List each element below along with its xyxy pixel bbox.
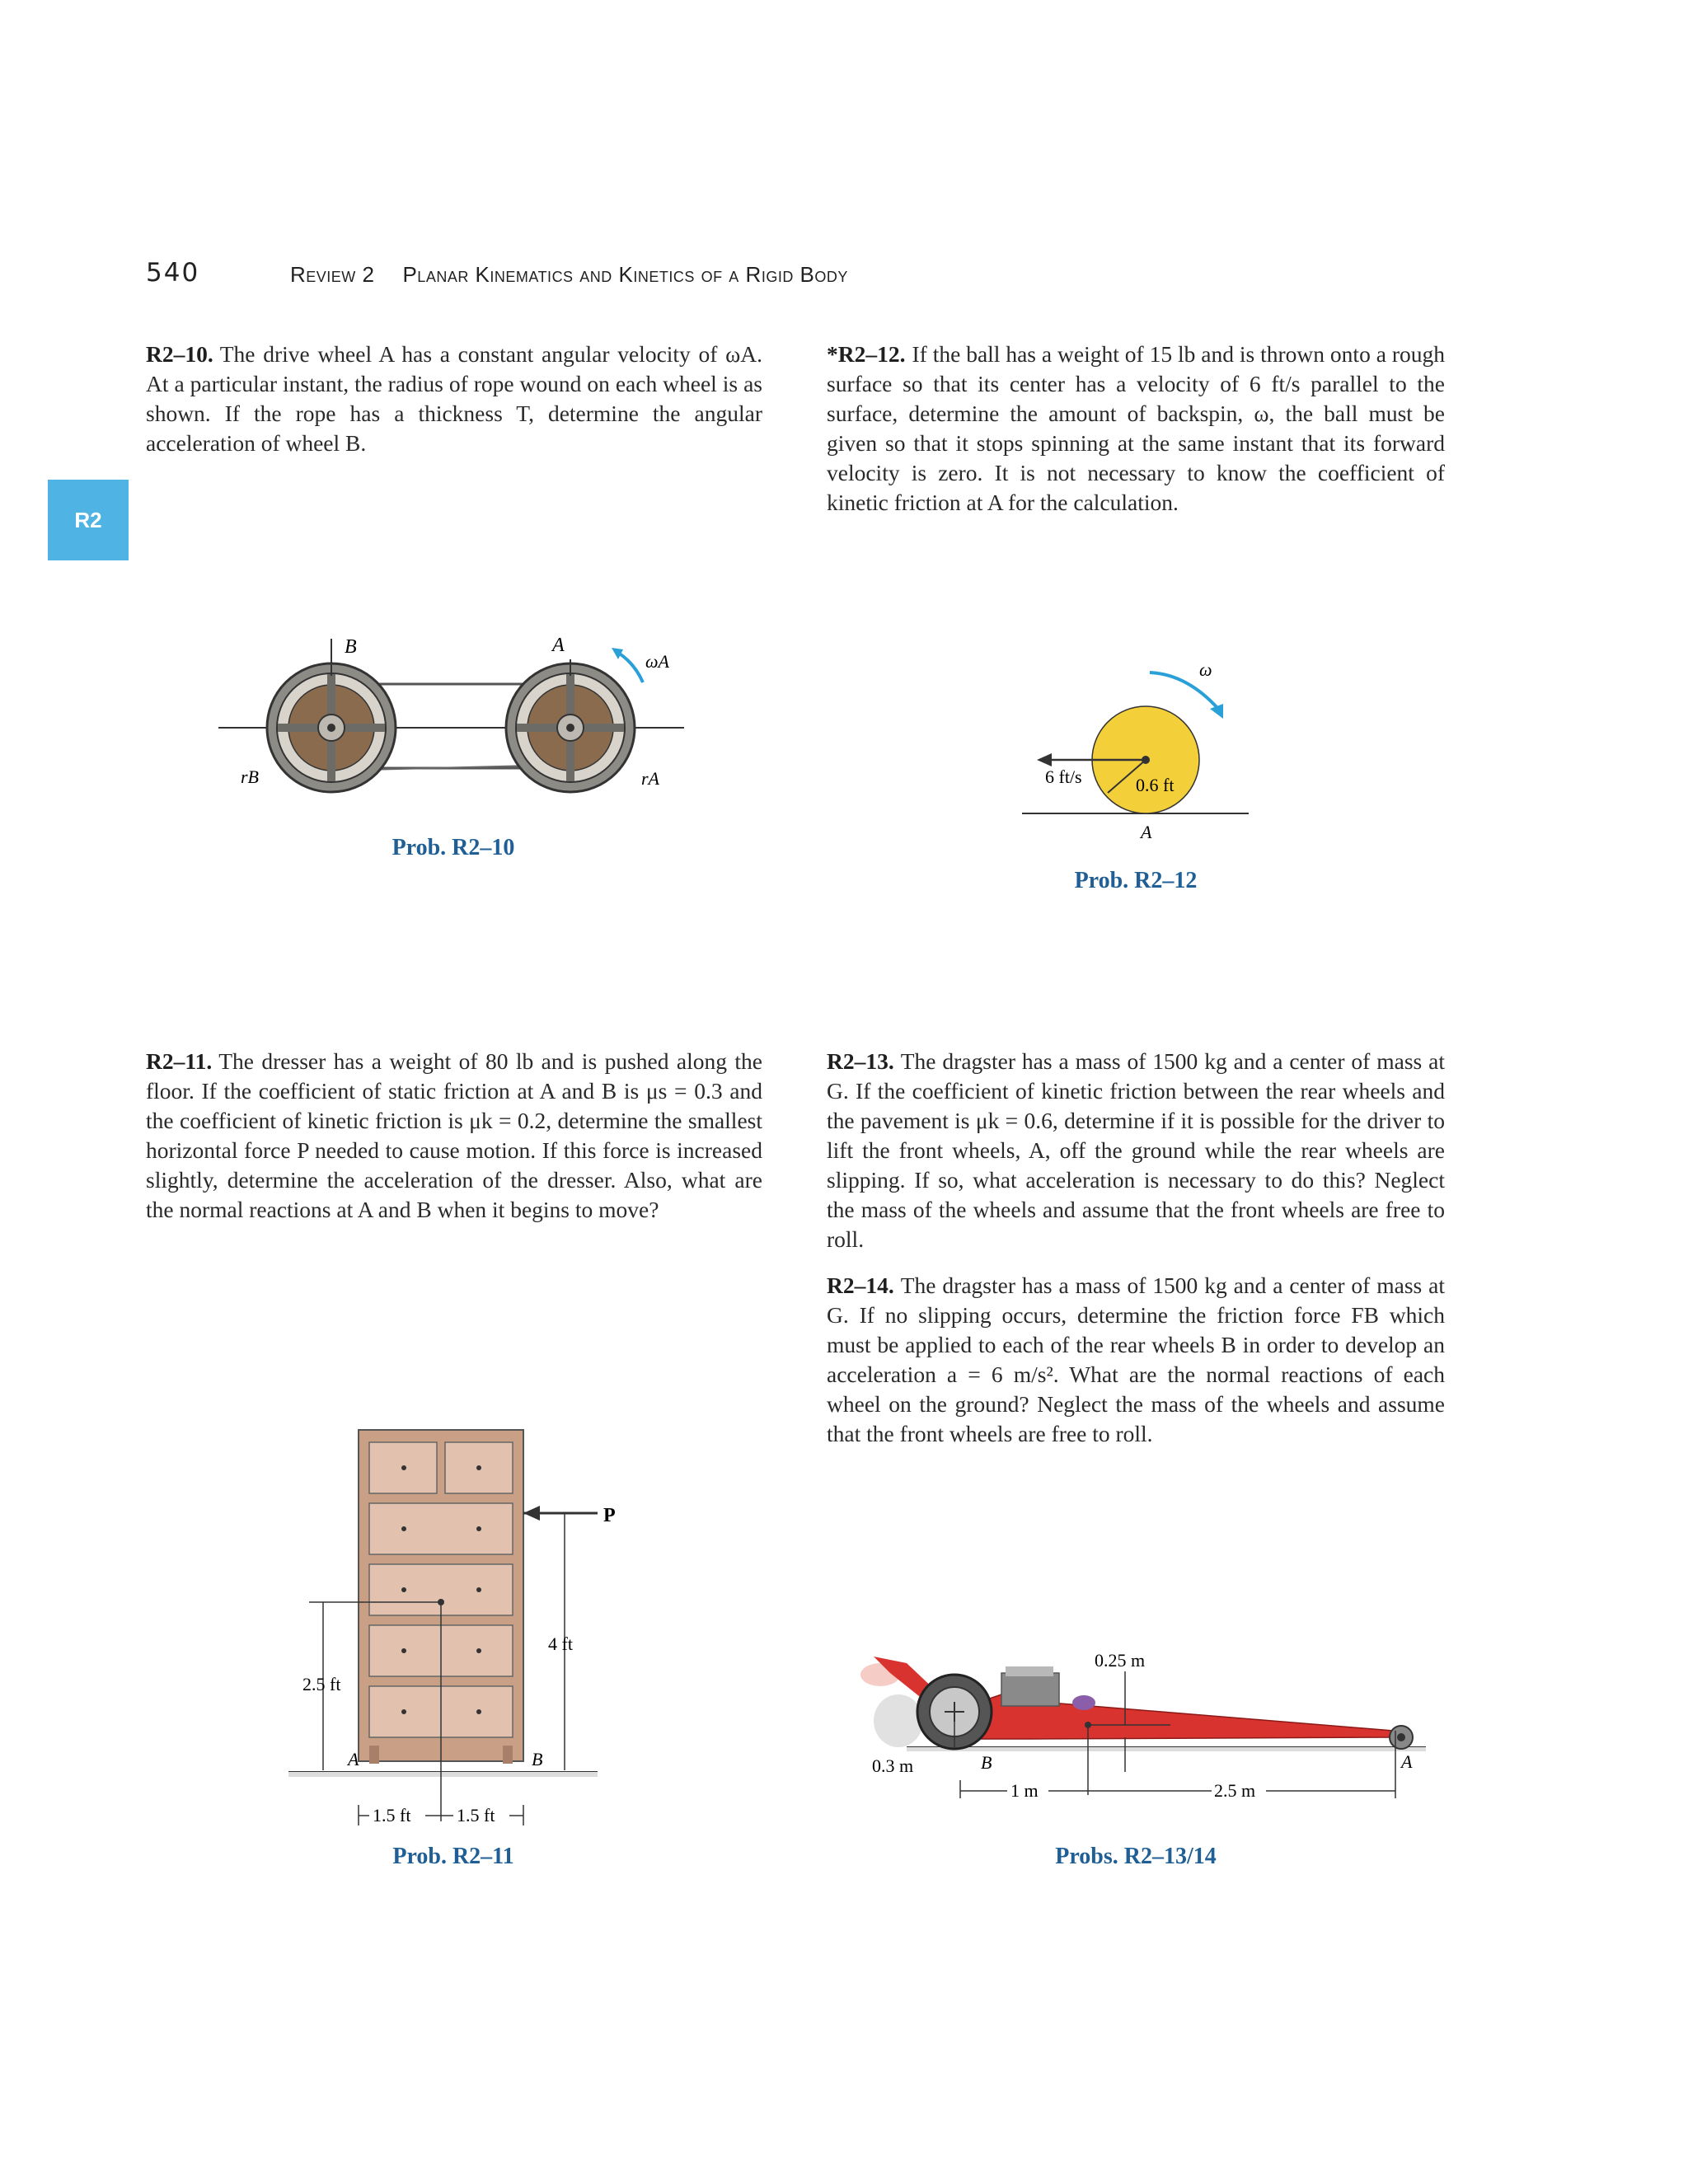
label-a: A <box>1141 822 1152 842</box>
problem-text: The dresser has a weight of 80 lb and is pushed along the floor. If the coefficient of static friction at A and B is μs = 0.3 and the coefficient of kinetic friction is μk = 0.2, determine the smallest horizontal force P needed to cause motion. If this force is increased slightly, determine the acceleration of the dresser. Also, what are the normal reactions at A and B when it begins to move? <box>146 1048 762 1222</box>
problem-text: The drive wheel A has a constant angular velocity of ωA. At a particular instant, the radius of rope wound on each wheel is as shown. If the rope has a thickness T, determine the angular acceleration of wheel B. <box>146 341 762 456</box>
label-1-5ft-left: 1.5 ft <box>373 1805 411 1825</box>
label-velocity: 6 ft/s <box>1045 766 1082 787</box>
label-ra: rA <box>641 768 659 789</box>
caption-r2-13-14: Probs. R2–13/14 <box>1055 1844 1217 1869</box>
wheel-b <box>267 663 396 792</box>
omega-arrow-icon <box>618 653 643 682</box>
caption-r2-12: Prob. R2–12 <box>1074 868 1198 893</box>
label-4ft: 4 ft <box>548 1633 573 1654</box>
problem-number: *R2–12. <box>827 341 906 367</box>
page-number: 540 <box>146 258 200 288</box>
problem-number: R2–14. <box>827 1272 894 1298</box>
label-rb: rB <box>241 766 259 787</box>
label-a: A <box>348 1749 359 1769</box>
label-radius: 0.6 ft <box>1136 775 1175 795</box>
label-0-3m: 0.3 m <box>872 1755 914 1776</box>
caption-r2-10: Prob. R2–10 <box>392 835 515 860</box>
caption-r2-11: Prob. R2–11 <box>392 1844 514 1869</box>
label-omega-a: ωA <box>645 651 669 672</box>
problem-text: The dragster has a mass of 1500 kg and a center of mass at G. If the coefficient of kinetic friction between the rear wheels and the pavement is μk = 0.6, determine if it is possible for the driver to lift the front wheels, A, off the ground while the rear wheels are slipping. If so, what acceleration is necessary to do this? Neglect the mass of the wheels and assume that the front wheels are free to roll. <box>827 1048 1445 1252</box>
running-head-chapter: Planar Kinematics and Kinetics of a Rigid Body <box>402 262 848 287</box>
running-head-review: Review 2 <box>290 262 375 287</box>
problem-text: The dragster has a mass of 1500 kg and a center of mass at G. If no slipping occurs, determine the friction force FB which must be applied to each of the rear wheels B in order to develop an acceleration a = 6 m/s². What are the normal reactions of each wheel on the ground? Neglect the mass of the wheels and assume that the front wheels are free to roll. <box>827 1272 1445 1446</box>
figure-r2-10 <box>206 626 701 841</box>
label-omega: ω <box>1199 659 1212 680</box>
label-2-5ft: 2.5 ft <box>302 1674 341 1694</box>
label-a: A <box>552 635 565 656</box>
problem-number: R2–10. <box>146 341 213 367</box>
problem-r2-13 <box>827 1047 1445 1254</box>
label-p: P <box>603 1505 616 1526</box>
figure-r2-13-14 <box>857 1615 1434 1838</box>
label-0-25m: 0.25 m <box>1095 1650 1146 1671</box>
figure-r2-12 <box>1014 651 1286 865</box>
problem-r2-10 <box>146 340 762 458</box>
label-g: G <box>1058 1716 1071 1736</box>
label-1m: 1 m <box>1010 1780 1039 1801</box>
problem-number: R2–13. <box>827 1048 894 1074</box>
problem-number: R2–11. <box>146 1048 213 1074</box>
figure-r2-11 <box>280 1418 626 1846</box>
label-b: B <box>981 1752 992 1773</box>
label-b: B <box>532 1749 543 1769</box>
label-a: A <box>1401 1751 1413 1772</box>
wheel-a <box>506 663 635 792</box>
label-2-5m: 2.5 m <box>1214 1780 1256 1801</box>
label-b: B <box>345 636 357 658</box>
problem-r2-12 <box>827 340 1445 518</box>
chapter-tab: R2 <box>48 480 129 560</box>
problem-text: If the ball has a weight of 15 lb and is thrown onto a rough surface so that its center has a velocity of 6 ft/s parallel to the surface, determine the amount of backspin, ω, the ball must be given so that it stops spinning at the same instant that its forward velocity is zero. It is not necessary to know the coefficient of kinetic friction at A for the calculation. <box>827 341 1445 515</box>
running-head <box>290 262 848 288</box>
problem-r2-14 <box>827 1271 1445 1449</box>
label-1-5ft-right: 1.5 ft <box>457 1805 495 1825</box>
problem-r2-11 <box>146 1047 762 1225</box>
